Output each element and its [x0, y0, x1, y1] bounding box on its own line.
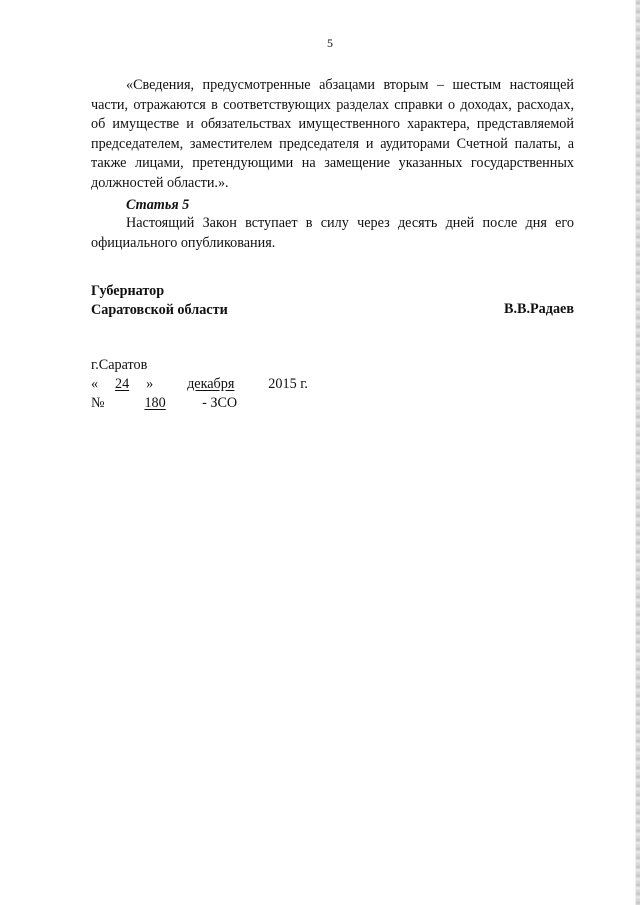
- date-line: [91, 375, 308, 394]
- place-date-block: [91, 356, 308, 413]
- number-line: [91, 394, 308, 413]
- signature-title-line-1: Губернатор: [91, 283, 165, 299]
- signature-name: В.В.Радаев: [503, 301, 574, 317]
- signature-title: [91, 282, 228, 320]
- number-sign: №: [91, 395, 105, 411]
- article-heading: Статья 5: [126, 197, 190, 213]
- law-number-suffix: - ЗСО: [202, 395, 238, 411]
- signature-title-line-2: Саратовской области: [91, 302, 228, 318]
- law-number: 180: [144, 395, 166, 411]
- date-month: декабря: [187, 376, 235, 392]
- page-number: 5: [327, 36, 333, 50]
- open-quote: «: [91, 376, 99, 392]
- body-paragraph-2: [91, 214, 574, 253]
- date-year: 2015 г.: [268, 376, 308, 392]
- city-line: г.Саратов: [91, 357, 148, 373]
- paragraph-text: Настоящий Закон вступает в силу через десять дней после дня его официального опубликования.: [91, 215, 574, 251]
- date-day: 24: [115, 376, 130, 392]
- paragraph-text: «Сведения, предусмотренные абзацами вторым – шестым настоящей части, отражаются в соответствующих разделах справки о доходах, расходах, об имуществе и обязательствах имущественного характера, представляемой председателем, заместителем председателя и аудиторами Счетной палаты, а также лицами, претендующими на замещение указанных государственных должностей области.».: [91, 77, 574, 191]
- body-paragraph-1: [91, 76, 574, 194]
- close-quote: »: [146, 376, 154, 392]
- scan-edge-artifact: [636, 0, 640, 905]
